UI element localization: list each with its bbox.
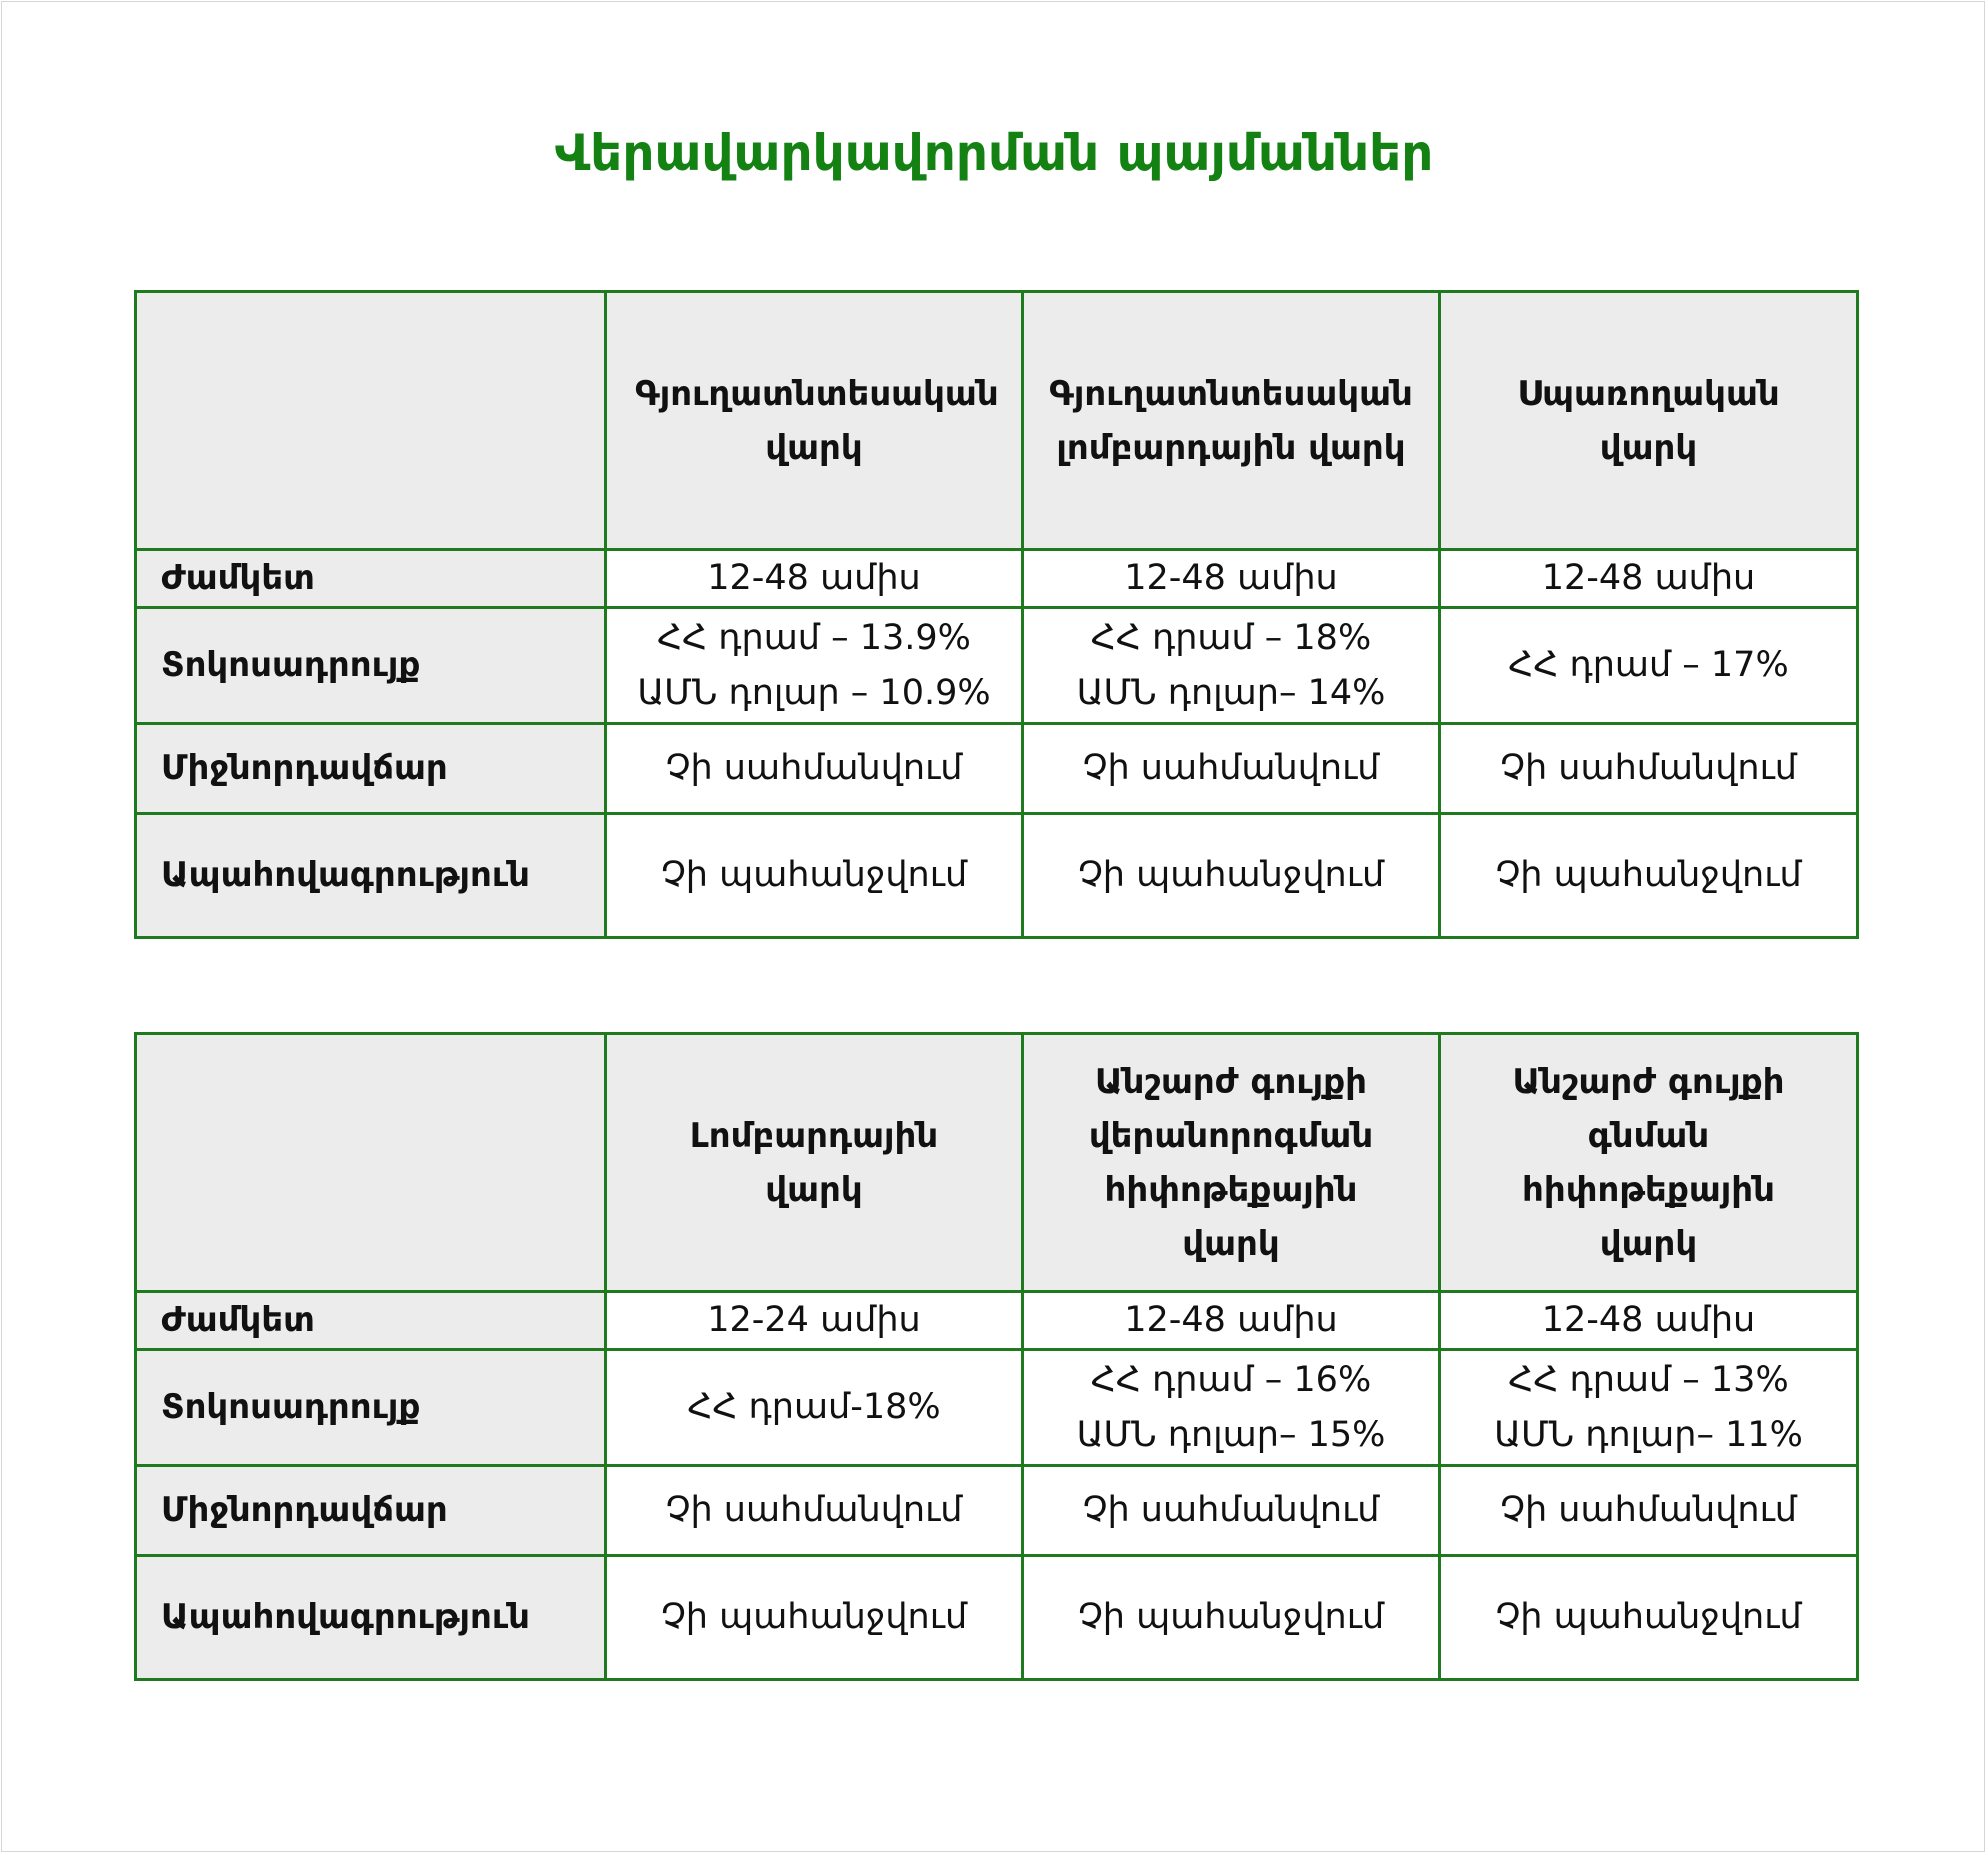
cell-line: Չի պահանջվում xyxy=(1077,1597,1385,1637)
cell-line: Չի պահանջվում xyxy=(660,855,968,895)
page-title: Վերավարկավորման պայմաններ xyxy=(554,124,1434,182)
table-row xyxy=(136,1466,1858,1556)
cell-line: Չի սահմանվում xyxy=(665,1490,963,1530)
table-header-row xyxy=(136,1034,1858,1292)
row-label-term: Ժամկետ xyxy=(136,1292,606,1350)
cell-line: 12-24 ամիս xyxy=(707,1300,921,1340)
cell-term-value xyxy=(606,550,1023,608)
table-header-row xyxy=(136,292,1858,550)
cell-term-value xyxy=(1440,550,1858,608)
row-label-commission: Միջնորդավճար xyxy=(136,1466,606,1556)
header-renovation-mortgage-loan: Անշարժ գույքի վերանորոգման հիփոթեքային վարկ xyxy=(1023,1034,1440,1292)
header-purchase-mortgage-loan: Անշարժ գույքի գնման հիփոթեքային վարկ xyxy=(1440,1034,1858,1292)
cell-line: Չի սահմանվում xyxy=(1500,748,1797,788)
cell-term-value xyxy=(606,1292,1023,1350)
cell-rate-value xyxy=(1023,608,1440,724)
cell-line: Չի սահմանվում xyxy=(1082,748,1380,788)
row-label-insurance: Ապահովագրություն xyxy=(136,814,606,938)
table-row xyxy=(136,1350,1858,1466)
cell-rate-value xyxy=(1440,1350,1858,1466)
cell-commission-value xyxy=(606,1466,1023,1556)
cell-line: ԱՄՆ դոլար– 14% xyxy=(1076,672,1386,713)
cell-commission-value xyxy=(606,724,1023,814)
header-agricultural-loan: Գյուղատնտեսական վարկ xyxy=(606,292,1023,550)
cell-line: ԱՄՆ դոլար– 15% xyxy=(1076,1414,1386,1455)
cell-line: ՀՀ դրամ – 16% xyxy=(1090,1359,1372,1400)
cell-line: ՀՀ դրամ – 18% xyxy=(1090,617,1372,658)
cell-line: Չի սահմանվում xyxy=(1500,1490,1797,1530)
cell-term-value xyxy=(1440,1292,1858,1350)
cell-insurance-value xyxy=(606,814,1023,938)
header-pawn-loan: Լոմբարդային վարկ xyxy=(606,1034,1023,1292)
cell-rate-value xyxy=(1023,1350,1440,1466)
cell-line: 12-48 ամիս xyxy=(1541,558,1756,598)
table-row xyxy=(136,550,1858,608)
cell-commission-value xyxy=(1023,724,1440,814)
header-corner-cell xyxy=(136,1034,606,1292)
row-label-commission: Միջնորդավճար xyxy=(136,724,606,814)
cell-term-value xyxy=(1023,1292,1440,1350)
cell-line: ՀՀ դրամ – 17% xyxy=(1508,645,1789,685)
cell-insurance-value xyxy=(1023,814,1440,938)
cell-rate-value xyxy=(1440,608,1858,724)
table-row xyxy=(136,724,1858,814)
header-consumer-loan: Սպառողական վարկ xyxy=(1440,292,1858,550)
table-row xyxy=(136,1556,1858,1680)
cell-insurance-value xyxy=(1440,814,1858,938)
cell-line: 12-48 ամիս xyxy=(1124,1300,1338,1340)
cell-commission-value xyxy=(1440,1466,1858,1556)
cell-line: Չի սահմանվում xyxy=(665,748,963,788)
cell-line: Չի պահանջվում xyxy=(1077,855,1385,895)
cell-commission-value xyxy=(1023,1466,1440,1556)
cell-line: 12-48 ամիս xyxy=(1541,1300,1756,1340)
cell-line: ԱՄՆ դոլար– 11% xyxy=(1494,1414,1803,1455)
cell-line: ՀՀ դրամ – 13.9% xyxy=(657,617,971,658)
row-label-insurance: Ապահովագրություն xyxy=(136,1556,606,1680)
loan-terms-table-1 xyxy=(134,290,1859,939)
row-label-interest-rate: Տոկոսադրույք xyxy=(136,1350,606,1466)
cell-line: Չի սահմանվում xyxy=(1082,1490,1380,1530)
cell-line: 12-48 ամիս xyxy=(1124,558,1338,598)
cell-line: Չի պահանջվում xyxy=(1495,1597,1802,1637)
table-row xyxy=(136,608,1858,724)
table-row xyxy=(136,814,1858,938)
header-agricultural-pawn-loan: Գյուղատնտեսական լոմբարդային վարկ xyxy=(1023,292,1440,550)
cell-term-value xyxy=(1023,550,1440,608)
cell-rate-value xyxy=(606,608,1023,724)
row-label-term: Ժամկետ xyxy=(136,550,606,608)
loan-terms-table-2 xyxy=(134,1032,1859,1681)
cell-commission-value xyxy=(1440,724,1858,814)
row-label-interest-rate: Տոկոսադրույք xyxy=(136,608,606,724)
cell-line: ՀՀ դրամ – 13% xyxy=(1508,1359,1789,1400)
cell-line: 12-48 ամիս xyxy=(707,558,921,598)
cell-line: ՀՀ դրամ-18% xyxy=(687,1387,941,1427)
cell-insurance-value xyxy=(1023,1556,1440,1680)
cell-rate-value xyxy=(606,1350,1023,1466)
cell-line: ԱՄՆ դոլար – 10.9% xyxy=(637,672,991,713)
cell-insurance-value xyxy=(606,1556,1023,1680)
header-corner-cell xyxy=(136,292,606,550)
cell-insurance-value xyxy=(1440,1556,1858,1680)
cell-line: Չի պահանջվում xyxy=(1495,855,1802,895)
table-row xyxy=(136,1292,1858,1350)
cell-line: Չի պահանջվում xyxy=(660,1597,968,1637)
